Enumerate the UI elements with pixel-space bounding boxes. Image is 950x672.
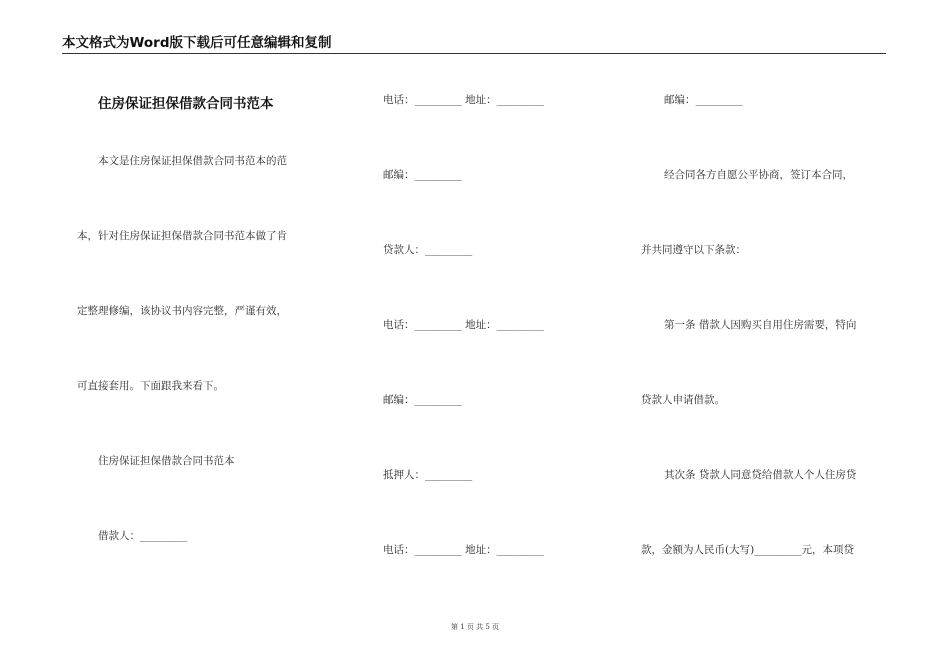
col3-line-2: 经合同各方自愿公平协商，签订本合同， [664, 169, 853, 181]
col3-line-3: 并共同遵守以下条款： [641, 244, 746, 256]
col1-line-6: 借款人：_________ [98, 530, 188, 542]
col3-line-5: 贷款人申请借款。 [641, 394, 725, 406]
header-text: 本文格式为Word版下载后可任意编辑和复制 [62, 35, 332, 51]
col2-line-4: 电话：_________ 地址：_________ [383, 319, 544, 331]
col3-line-6: 其次条 贷款人同意贷给借款人个人住房贷 [664, 469, 857, 481]
col2-line-7: 电话：_________ 地址：_________ [383, 544, 544, 556]
col1-line-2: 本，针对住房保证担保借款合同书范本做了肯 [77, 230, 287, 242]
page-header [62, 36, 886, 54]
col3-line-7: 款，金额为人民币(大写)_________元，本项贷 [641, 544, 854, 556]
page-number: 第 1 页 共 5 页 [450, 623, 500, 631]
col1-line-1: 本文是住房保证担保借款合同书范本的范 [98, 155, 287, 167]
col2-line-5: 邮编：_________ [383, 394, 462, 406]
col1-line-3: 定整理修编，该协议书内容完整，严谨有效， [77, 305, 287, 317]
col2-line-6: 抵押人：_________ [383, 469, 473, 481]
col2-line-3: 贷款人：_________ [383, 244, 473, 256]
col1-line-5: 住房保证担保借款合同书范本 [98, 455, 235, 467]
col2-line-2: 邮编：_________ [383, 169, 462, 181]
col3-line-1: 邮编：_________ [664, 94, 743, 106]
col1-line-4: 可直接套用。下面跟我来看下。 [77, 380, 224, 392]
document-title: 住房保证担保借款合同书范本 [98, 96, 274, 112]
col3-line-4: 第一条 借款人因购买自用住房需要，特向 [664, 319, 857, 331]
col2-line-1: 电话：_________ 地址：_________ [383, 94, 544, 106]
